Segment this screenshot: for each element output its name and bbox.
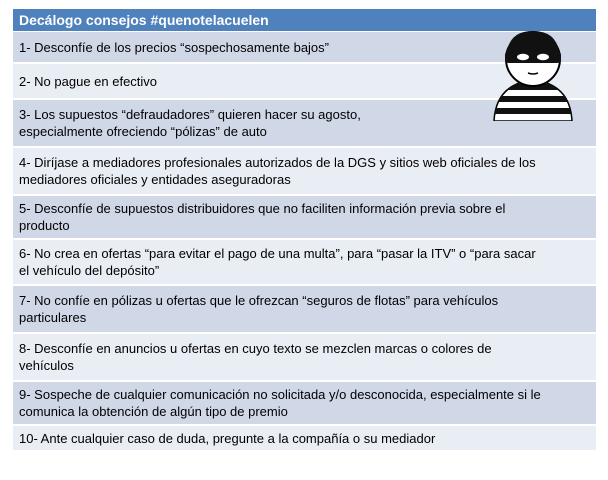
tip-line: 8- Desconfíe en anuncios u ofertas en cuyo texto se mezclen marcas o colores de — [19, 341, 492, 356]
tip-line: 3- Los supuestos “defraudadores” quieren hacer su agosto, — [19, 107, 361, 122]
tip-row-7 — [13, 286, 596, 334]
tip-row-10 — [13, 426, 596, 452]
tip-line: 1- Desconfíe de los precios “sospechosamente bajos” — [19, 39, 329, 55]
tip-row-8 — [13, 334, 596, 382]
tip-line: producto — [19, 218, 70, 233]
tip-line: 5- Desconfíe de supuestos distribuidores que no faciliten información previa sobre el — [19, 201, 506, 216]
tip-line: 6- No crea en ofertas “para evitar el pago de una multa”, para “pasar la ITV” o “para sacar — [19, 246, 536, 261]
tip-line: especialmente ofreciendo “pólizas” de auto — [19, 124, 267, 139]
tip-line: el vehículo del depósito” — [19, 263, 160, 278]
masked-robber-icon — [488, 26, 578, 121]
tip-row-9 — [13, 382, 596, 426]
tip-row-6 — [13, 240, 596, 286]
tip-line: 9- Sospeche de cualquier comunicación no solicitada y/o desconocida, especialmente si le — [19, 387, 541, 402]
tip-line: 7- No confíe en pólizas u ofertas que le ofrezcan “seguros de flotas” para vehículos — [19, 293, 499, 308]
tip-line: vehículos — [19, 358, 74, 373]
tip-line: 10- Ante cualquier caso de duda, pregunte a la compañía o su mediador — [19, 430, 436, 446]
tip-row-4 — [13, 148, 596, 196]
tip-line: mediadores oficiales y entidades aseguradoras — [19, 172, 291, 187]
tip-line: 2- No pague en efectivo — [19, 73, 158, 89]
tip-line: 4- Diríjase a mediadores profesionales autorizados de la DGS y sitios web oficiales de los — [19, 155, 536, 170]
table-header: Decálogo consejos #quenotelacuelen — [13, 9, 596, 32]
tip-line: comunica la obtención de algún tipo de premio — [19, 404, 288, 419]
tip-row-5 — [13, 196, 596, 240]
tip-line: particulares — [19, 310, 87, 325]
